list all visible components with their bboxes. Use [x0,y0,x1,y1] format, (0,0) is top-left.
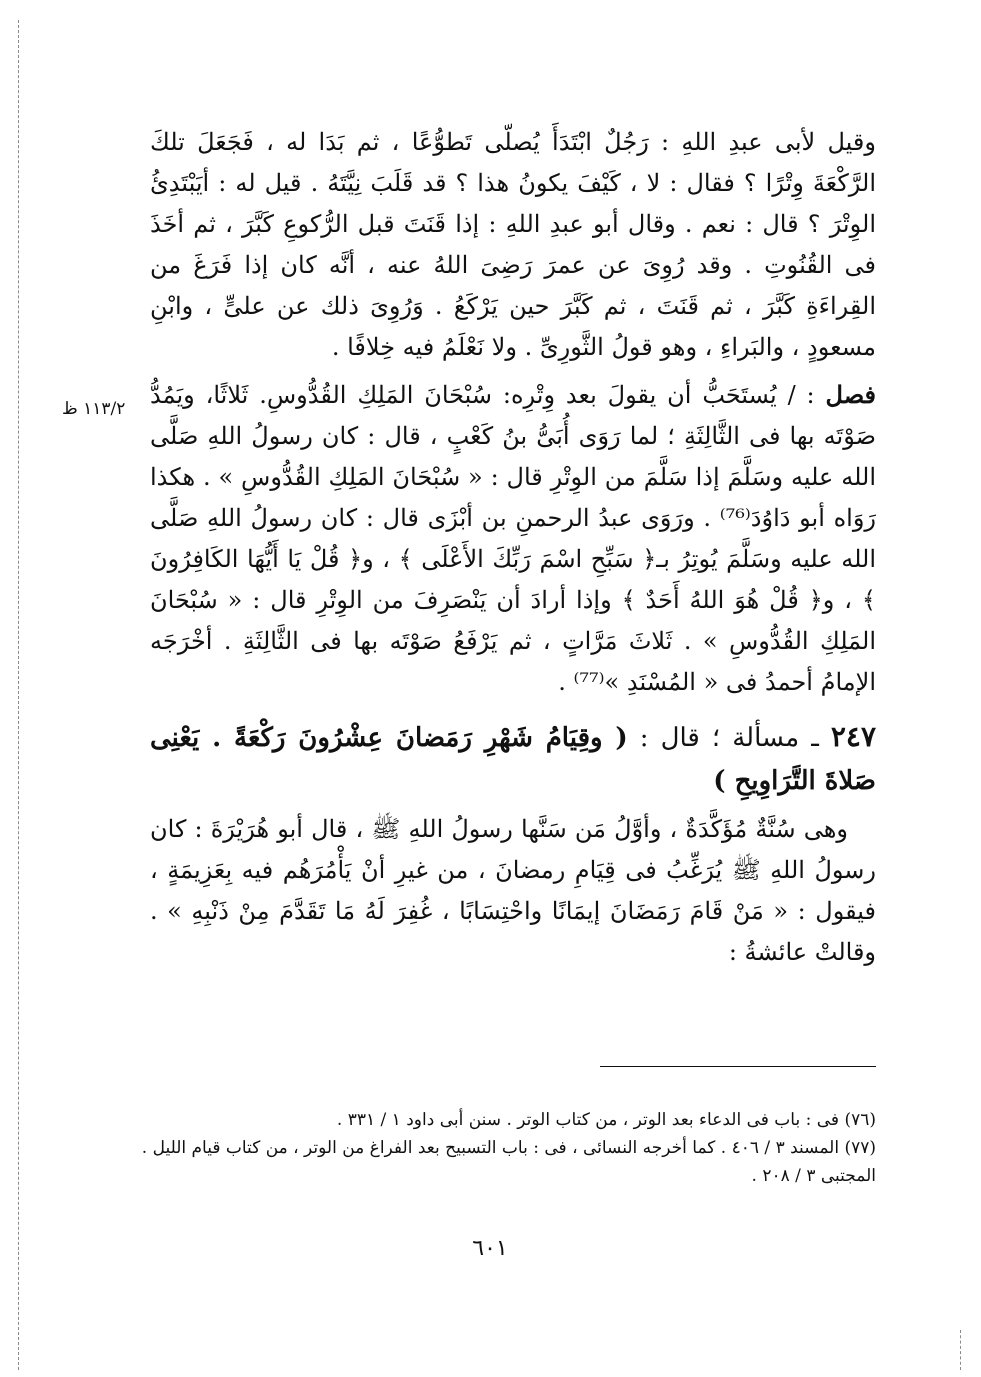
footnote-77: (٧٧) المسند ٣ / ٤٠٦ . كما أخرجه النسائى ، فى : باب التسبيح بعد الفراغ من الوتر ، من كتاب قيام الليل . المجتبى ٣ / ٢٠٨ . [141,1138,876,1186]
page-number: ٦٠١ [472,1236,508,1261]
masala-prefix: ـ مسألة ؛ قال : [639,723,819,753]
footnotes-block [140,1106,876,1190]
footnote-76: (٧٦) فى : باب فى الدعاء بعد الوتر ، من كتاب الوتر . سنن أبى داود ١ / ٣٣١ . [336,1110,876,1130]
fasl-body: : / يُستَحَبُّ أن يقولَ بعد وِتْرِه: سُبْحَانَ المَلِكِ القُدُّوسِ. ثَلاثًا، ويَمُدُّ صَوْتَه بها فى الثَّالِثَةِ ؛ لما رَوَى أُبَىُّ بنُ كَعْبٍ ، قال : كان رسولُ اللهِ صَلَّى الله عليه وسَلَّمَ إذا سَلَّمَ من الوِتْرِ قال : « سُبْحَانَ المَلِكِ القُدُّوسِ » . هكذا رَوَاه أبو دَاوُدَ⁽⁷⁶⁾ . ورَوَى عبدُ الرحمنِ بن أبْزَى قال : كان رسولُ اللهِ صَلَّى الله عليه وسَلَّمَ يُوتِرُ بـ﴿ سَبِّحِ اسْمَ رَبِّكَ الأَعْلَى ﴾ ، و﴿ قُلْ يَا أَيُّهَا الكَافِرُونَ ﴾ ، و﴿ قُلْ هُوَ اللهُ أَحَدٌ ﴾ وإذا أرادَ أن يَنْصَرِفَ من الوِتْرِ قال : « سُبْحَانَ المَلِكِ القُدُّوسِ » . ثَلاثَ مَرَّاتٍ ، ثم يَرْفَعُ صَوْتَه بها فى الثَّالِثَةِ . أخْرَجَه الإمامُ أحمدُ فى « المُسْنَدِ »⁽⁷⁷⁾ . [150,381,877,696]
paragraph-qunut: وقيل لأبى عبدِ اللهِ : رَجُلٌ ابْتَدَأَ يُصلّى تَطوُّعًا ، ثم بَدَا له ، فَجَعَلَ تلكَ الرَّكْعَةَ وِتْرًا ؟ فقال : لا ، كَيْفَ يكونُ هذا ؟ قد قَلَبَ نِيَّتَهُ . قيل له : أيَبْتَدِئُ الوِتْرَ ؟ قال : نعم . وقال أبو عبدِ اللهِ : إذا قَنَتَ قبل الرُّكوعِ كَبَّرَ ، ثم أخَذَ فى القُنُوتِ . وقد رُوِىَ عن عمرَ رَضِىَ اللهُ عنه ، أنَّه كان إذا فَرَغَ من القِراءَةِ كَبَّرَ ، ثم قَنَتَ ، ثم كَبَّرَ حين يَرْكَعُ . وَرُوِىَ ذلك عن علىٍّ ، وابْنِ مسعودٍ ، والبَراءِ ، وهو قولُ الثَّورِىِّ . ولا نَعْلَمُ فيه خِلافًا . [150,128,877,361]
masala-heading-247 [150,715,876,803]
manuscript-folio-marker: ١١٣/٢ ظ [62,399,126,419]
masala-number: ٢٤٧ [830,720,876,753]
paragraph-fasl [150,374,876,703]
main-text-block [150,122,876,973]
footnote-separator [600,1066,876,1067]
paragraph-tarawih: وهى سُنَّةٌ مُؤَكَّدَةٌ ، وأوَّلُ مَن سَنَّها رسولُ اللهِ ﷺ ، قال أبو هُرَيْرَةَ : كان رسولُ اللهِ ﷺ يُرَغِّبُ فى قِيَامِ رمضانَ ، من غيرِ أنْ يَأْمُرَهُم فيه بِعَزِيمَةٍ ، فيقول : « مَنْ قَامَ رَمَضَانَ إيمَانًا واحْتِسَابًا ، غُفِرَ لَهُ مَا تَقَدَّمَ مِنْ ذَنْبِهِ » . وقالتْ عائشةُ : [150,815,876,966]
scan-edge-dashed-rule-right [960,1330,961,1370]
fasl-heading: فصل [825,380,876,409]
masala-statement: ( وقِيَامُ شَهْرِ رَمَضانَ عِشْرُونَ رَكْعَةً . يَعْنِى صَلاةَ التَّرَاوِيحِ ) [150,723,876,796]
scan-edge-dashed-rule [18,20,19,1370]
